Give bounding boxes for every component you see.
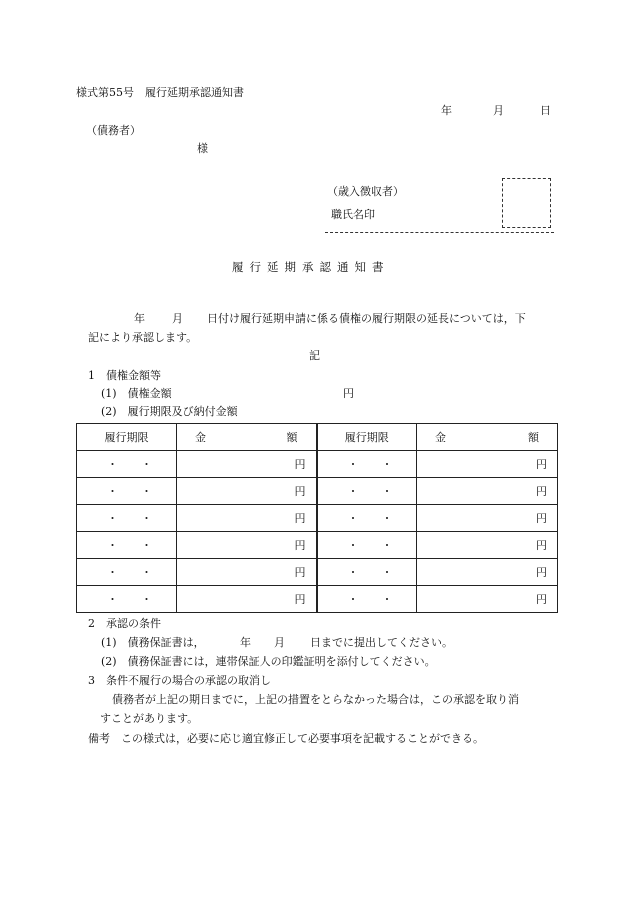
section1-item2-label: (2) 履行期限及び納付金額 [101, 405, 238, 418]
table-row [77, 532, 558, 559]
table-row [77, 559, 558, 586]
deadline-cell[interactable] [77, 559, 177, 586]
amount-cell[interactable]: 円 [177, 478, 317, 505]
dot: ・ [347, 458, 359, 471]
header-amount-right [417, 424, 558, 451]
section2-item1-suffix: 日までに提出してください。 [310, 636, 453, 649]
table-row [77, 451, 558, 478]
dot: ・ [381, 566, 393, 579]
debtor-label: （債務者） [86, 124, 141, 137]
dot: ・ [347, 566, 359, 579]
dot: ・ [347, 485, 359, 498]
section3-line1: 債務者が上記の期日までに，上記の措置をとらなかった場合は，この承認を取り消 [112, 693, 519, 706]
section2-item1-prefix: (1) 債務保証書は， [101, 636, 205, 649]
deadline-cell[interactable] [317, 586, 417, 613]
dot: ・ [381, 593, 393, 606]
form-label: 様式第55号 履行延期承認通知書 [76, 86, 244, 99]
dot: ・ [347, 512, 359, 525]
dot: ・ [107, 593, 118, 606]
dot: ・ [107, 566, 118, 579]
amount-cell[interactable]: 円 [417, 532, 558, 559]
date-month: 月 [493, 104, 504, 117]
date-year: 年 [441, 104, 452, 117]
header-deadline-right: 履行期限 [317, 424, 417, 451]
amount-cell[interactable]: 円 [177, 559, 317, 586]
body-line1: 日付け履行延期申請に係る債権の履行期限の延長については，下 [207, 312, 526, 325]
dot: ・ [141, 539, 152, 552]
dot: ・ [381, 485, 393, 498]
deadline-cell[interactable] [317, 559, 417, 586]
header-amount-kin: 金 [435, 431, 446, 444]
dot: ・ [107, 539, 118, 552]
dot: ・ [347, 593, 359, 606]
table-row [77, 586, 558, 613]
dot: ・ [381, 512, 393, 525]
ki-mark: 記 [309, 349, 320, 362]
table-row [77, 478, 558, 505]
dot: ・ [107, 485, 118, 498]
deadline-cell[interactable] [317, 505, 417, 532]
header-amount-gaku: 額 [286, 431, 298, 444]
collector-name-seal: 職氏名印 [331, 208, 375, 221]
body-line2: 記により承認します。 [88, 331, 198, 344]
header-amount-gaku: 額 [528, 431, 539, 444]
dot: ・ [107, 458, 118, 471]
table-row [77, 505, 558, 532]
header-amount-kin: 金 [195, 431, 206, 444]
header-amount-left [177, 424, 317, 451]
debtor-honorific: 様 [197, 142, 208, 155]
dot: ・ [107, 512, 118, 525]
signature-dashed-line [325, 232, 554, 233]
section3-heading: 3 条件不履行の場合の承認の取消し [88, 674, 271, 687]
dot: ・ [141, 512, 152, 525]
deadline-cell[interactable] [77, 505, 177, 532]
section2-heading: 2 承認の条件 [88, 617, 161, 630]
document-title: 履行延期承認通知書 [232, 260, 390, 274]
deadline-cell[interactable] [317, 532, 417, 559]
amount-cell[interactable]: 円 [417, 586, 558, 613]
section1-heading: 1 債権金額等 [88, 369, 161, 382]
remark: 備考 この様式は，必要に応じ適宜修正して必要事項を記載することができる。 [88, 732, 484, 745]
section2-item1-year: 年 [240, 636, 251, 649]
section1-item1-unit: 円 [343, 387, 354, 400]
dot: ・ [347, 539, 359, 552]
header-deadline-left: 履行期限 [77, 424, 177, 451]
dot: ・ [141, 566, 152, 579]
section2-item2: (2) 債務保証書には，連帯保証人の印鑑証明を添付してください。 [101, 655, 436, 668]
dot: ・ [381, 458, 393, 471]
dot: ・ [141, 458, 152, 471]
amount-cell[interactable]: 円 [417, 451, 558, 478]
date-day: 日 [540, 104, 551, 117]
deadline-cell[interactable] [317, 451, 417, 478]
body-month: 月 [172, 312, 183, 325]
deadline-cell[interactable] [77, 586, 177, 613]
dot: ・ [381, 539, 393, 552]
amount-cell[interactable]: 円 [177, 586, 317, 613]
deadline-cell[interactable] [317, 478, 417, 505]
seal-box [502, 178, 551, 228]
deadline-cell[interactable] [77, 532, 177, 559]
dot: ・ [141, 593, 152, 606]
table-header-row [77, 424, 558, 451]
amount-cell[interactable]: 円 [417, 478, 558, 505]
deadline-cell[interactable] [77, 478, 177, 505]
amount-cell[interactable]: 円 [177, 505, 317, 532]
section3-line2: すことがあります。 [100, 712, 199, 725]
amount-cell[interactable]: 円 [417, 505, 558, 532]
collector-label: （歳入徴収者） [327, 185, 404, 198]
body-year: 年 [134, 312, 145, 325]
amount-cell[interactable]: 円 [417, 559, 558, 586]
amount-cell[interactable]: 円 [177, 532, 317, 559]
dot: ・ [141, 485, 152, 498]
payment-schedule-table [76, 423, 558, 613]
deadline-cell[interactable] [77, 451, 177, 478]
section1-item1-label: (1) 債権金額 [101, 387, 172, 400]
section2-item1-month: 月 [274, 636, 285, 649]
amount-cell[interactable]: 円 [177, 451, 317, 478]
